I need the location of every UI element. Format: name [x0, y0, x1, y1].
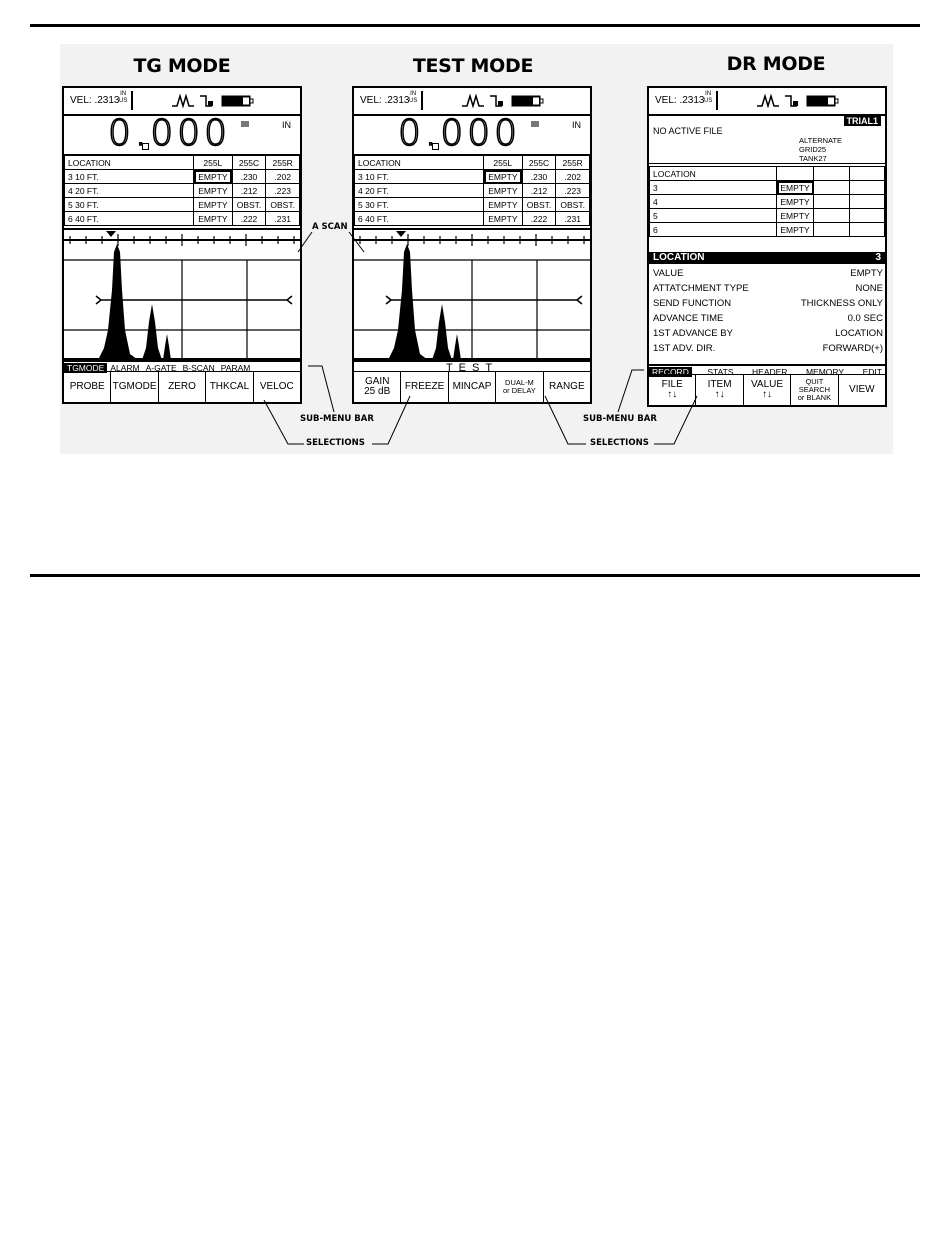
- detail-key: ADVANCE TIME: [653, 313, 724, 324]
- range-label: RANGE: [549, 381, 585, 392]
- mincap-label: MINCAP: [452, 381, 492, 392]
- file-status: NO ACTIVE FILE: [653, 126, 723, 136]
- selected-cell[interactable]: EMPTY: [777, 181, 814, 195]
- detail-key: 1ST ADV. DIR.: [653, 343, 716, 354]
- sub-menu-bar-callout: SUB-MENU BAR: [300, 414, 374, 424]
- table-cell: EMPTY: [484, 212, 523, 226]
- tgmode-button[interactable]: TGMODE: [111, 372, 158, 402]
- test-mode-title: TEST MODE: [412, 55, 534, 77]
- tg-mode-title: TG MODE: [133, 55, 231, 77]
- table-header: 255R: [266, 156, 300, 170]
- submenu-tgmode[interactable]: TGMODE: [64, 363, 107, 373]
- item-label: ITEM: [707, 379, 732, 390]
- detail-key: ATTATCHMENT TYPE: [653, 283, 749, 294]
- table-cell: EMPTY: [777, 209, 814, 223]
- submenu-alarm[interactable]: ALARM: [110, 363, 140, 373]
- detail-key: SEND FUNCTION: [653, 298, 732, 309]
- selections-callout-dr: SELECTIONS: [590, 438, 649, 448]
- dr-mode-title: DR MODE: [726, 53, 826, 75]
- unit-bottom: US: [409, 98, 418, 104]
- file-list-item[interactable]: GRID25: [799, 145, 827, 154]
- a-scan-leader-right: [349, 232, 364, 252]
- table-cell: .230: [232, 170, 266, 184]
- table-cell: OBST.: [522, 198, 556, 212]
- velocity-readout: VEL: .2313: [360, 95, 410, 106]
- thickness-value: 0.000: [108, 113, 232, 154]
- submenu-a-gate[interactable]: A-GATE: [145, 363, 177, 373]
- table-header: LOCATION: [65, 156, 194, 170]
- zero-button[interactable]: ZERO: [159, 372, 206, 402]
- table-cell: .230: [522, 170, 556, 184]
- table-header: 255C: [232, 156, 266, 170]
- table-cell: 3: [650, 181, 777, 195]
- table-cell: 4: [650, 195, 777, 209]
- table-cell: OBST.: [556, 198, 590, 212]
- submenu-param[interactable]: PARAM: [220, 363, 251, 373]
- table-cell: .202: [266, 170, 300, 184]
- up-down-arrows-icon: ↑↓: [714, 389, 725, 400]
- selected-cell[interactable]: EMPTY: [194, 170, 233, 184]
- detail-value: 0.0 SEC: [847, 313, 883, 324]
- probe-button[interactable]: PROBE: [64, 372, 111, 402]
- table-cell: EMPTY: [777, 195, 814, 209]
- gain-label: GAIN: [364, 376, 390, 387]
- table-cell: .222: [522, 212, 556, 226]
- file-list-item[interactable]: ALTERNATE: [799, 136, 843, 145]
- submenu-record[interactable]: RECORD: [649, 367, 692, 377]
- detail-key: VALUE: [653, 268, 684, 279]
- selections-leader-2a: [545, 396, 586, 444]
- submenu-leader-2: [618, 370, 644, 412]
- detail-value: THICKNESS ONLY: [800, 298, 883, 309]
- table-cell: EMPTY: [777, 223, 814, 237]
- table-header: LOCATION: [355, 156, 484, 170]
- submenu-memory[interactable]: MEMORY: [805, 367, 845, 377]
- table-cell: 6 40 FT.: [65, 212, 194, 226]
- table-cell: EMPTY: [194, 198, 233, 212]
- a-scan-leader-left: [298, 232, 312, 252]
- table-cell: EMPTY: [484, 198, 523, 212]
- quit-search-label: QUIT SEARCH: [798, 377, 831, 394]
- unit-bottom: US: [704, 98, 713, 104]
- table-cell: EMPTY: [194, 212, 233, 226]
- table-cell: EMPTY: [194, 184, 233, 198]
- table-cell: 4 20 FT.: [65, 184, 194, 198]
- thickness-unit: IN: [282, 120, 291, 130]
- table-cell: .231: [556, 212, 590, 226]
- thkcal-button[interactable]: THKCAL: [206, 372, 253, 402]
- table-cell: .212: [232, 184, 266, 198]
- detail-value: NONE: [855, 283, 883, 294]
- table-cell: 6 40 FT.: [355, 212, 484, 226]
- a-scan-callout: A SCAN: [312, 222, 348, 232]
- table-cell: .223: [556, 184, 590, 198]
- up-down-arrows-icon: ↑↓: [762, 389, 773, 400]
- table-cell: 5 30 FT.: [65, 198, 194, 212]
- location-header-value: 3: [875, 252, 881, 263]
- table-cell: OBST.: [266, 198, 300, 212]
- unit-top: IN: [705, 91, 712, 97]
- gain-value: 25 dB: [364, 386, 391, 397]
- velocity-readout: VEL: .2313: [655, 95, 705, 106]
- detail-key: 1ST ADVANCE BY: [653, 328, 733, 339]
- table-cell: EMPTY: [484, 184, 523, 198]
- unit-top: IN: [120, 91, 127, 97]
- unit-bottom: US: [119, 98, 128, 104]
- file-label: FILE: [661, 379, 683, 390]
- unit-top: IN: [410, 91, 417, 97]
- submenu-b-scan[interactable]: B-SCAN: [182, 363, 215, 373]
- thickness-unit: IN: [572, 120, 581, 130]
- delay-label: or DELAY: [503, 386, 536, 395]
- blank-label: or BLANK: [797, 393, 832, 402]
- file-name-badge: TRIAL1: [844, 116, 882, 126]
- file-list-item[interactable]: TANK27: [799, 154, 827, 163]
- table-cell: 5 30 FT.: [355, 198, 484, 212]
- table-cell: OBST.: [232, 198, 266, 212]
- selections-callout: SELECTIONS: [306, 438, 365, 448]
- selections-leader-1b: [372, 396, 410, 444]
- submenu-header[interactable]: HEADER: [752, 367, 788, 377]
- table-cell: .202: [556, 170, 590, 184]
- table-cell: 5: [650, 209, 777, 223]
- table-cell: .212: [522, 184, 556, 198]
- table-header: 255L: [194, 156, 233, 170]
- table-cell: 6: [650, 223, 777, 237]
- table-header: 255R: [556, 156, 590, 170]
- submenu-leader-1: [308, 366, 334, 412]
- view-label: VIEW: [849, 384, 875, 395]
- test-banner: TEST: [354, 360, 590, 374]
- up-down-arrows-icon: ↑↓: [667, 389, 678, 400]
- dual-m-label: DUAL-M: [505, 378, 534, 387]
- submenu-stats[interactable]: STATS: [707, 367, 734, 377]
- velocity-readout: VEL: .2313: [70, 95, 120, 106]
- table-header: 255C: [522, 156, 556, 170]
- table-cell: 4 20 FT.: [355, 184, 484, 198]
- freeze-label: FREEZE: [404, 381, 445, 392]
- sub-menu-bar-callout-dr: SUB-MENU BAR: [583, 414, 657, 424]
- veloc-button[interactable]: VELOC: [259, 381, 294, 392]
- selections-leader-1a: [264, 400, 304, 444]
- detail-value: LOCATION: [835, 328, 883, 339]
- table-header: LOCATION: [650, 167, 777, 181]
- thickness-value: 0.000: [398, 113, 522, 154]
- table-cell: .222: [232, 212, 266, 226]
- selections-leader-2b: [654, 396, 697, 444]
- detail-value: FORWARD(+): [822, 343, 883, 354]
- table-cell: 3 10 FT.: [65, 170, 194, 184]
- selected-cell[interactable]: EMPTY: [484, 170, 523, 184]
- table-cell: .223: [266, 184, 300, 198]
- location-header-label: LOCATION: [653, 252, 705, 263]
- table-cell: 3 10 FT.: [355, 170, 484, 184]
- table-header: 255L: [484, 156, 523, 170]
- table-cell: .231: [266, 212, 300, 226]
- value-label: VALUE: [750, 379, 784, 390]
- detail-value: EMPTY: [850, 268, 883, 279]
- submenu-edit[interactable]: EDIT: [862, 367, 882, 377]
